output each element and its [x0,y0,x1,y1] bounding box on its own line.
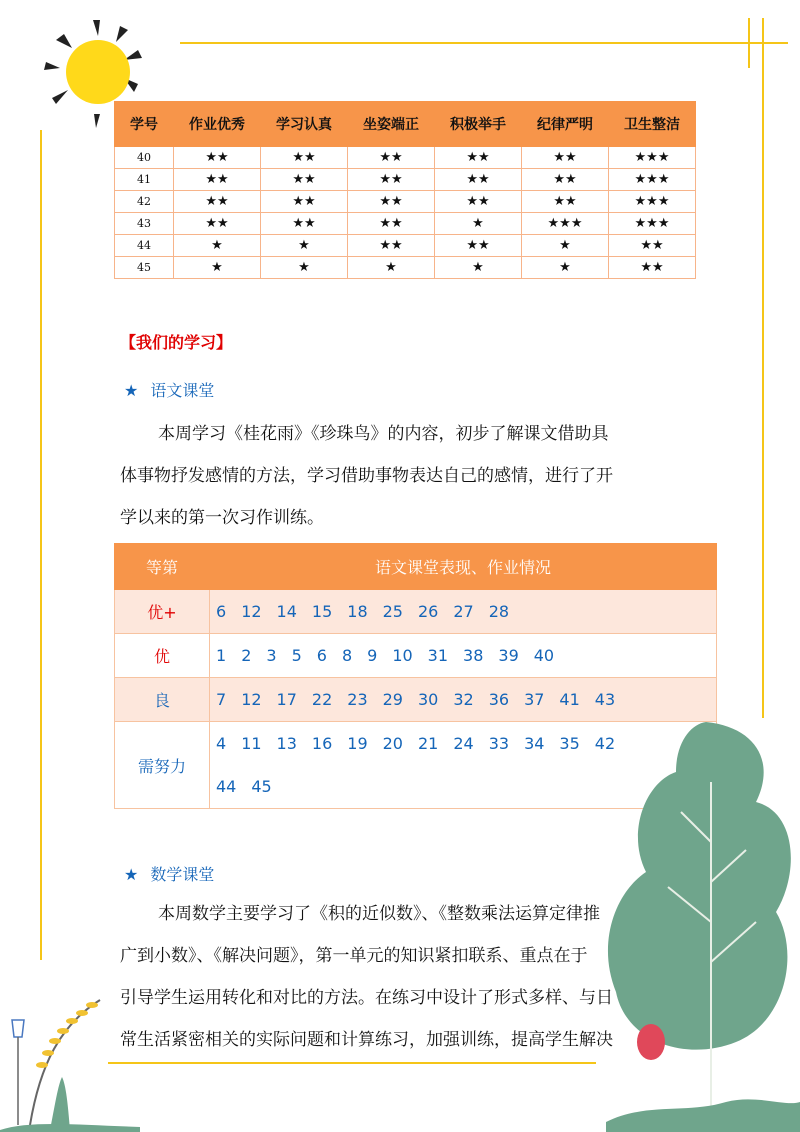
student-id: 44 [115,235,174,257]
decorative-underline [108,1062,596,1064]
student-number: 8 [341,646,353,665]
chinese-heading-row [124,378,214,401]
student-number: 13 [276,734,297,753]
student-number: 7 [216,690,227,709]
table-row [115,678,717,722]
star-col-header: 学号 [115,102,174,147]
star-rating: ★★★ [609,147,696,169]
paragraph-line: 常生活紧密相关的实际问题和计算练习，加强训练，提高学生解决 [120,1030,613,1050]
student-id: 40 [115,147,174,169]
star-rating: ★★ [348,147,435,169]
table-row [115,634,717,678]
star-rating: ★ [174,235,261,257]
student-number: 1 [216,646,227,665]
star-rating: ★★ [522,169,609,191]
student-number-list [210,634,717,678]
grade-level: 需努力 [115,722,210,809]
grade-level: 优 [115,634,210,678]
student-number: 39 [498,646,519,665]
student-number: 5 [291,646,302,665]
star-rating: ★★ [261,213,348,235]
star-col-header: 学习认真 [261,102,348,147]
student-number: 42 [594,734,616,753]
star-rating: ★ [261,257,348,279]
star-rating: ★ [522,257,609,279]
student-number: 12 [241,602,262,621]
student-number: 3 [266,646,277,665]
star-rating: ★ [522,235,609,257]
student-number: 21 [417,734,439,753]
student-number: 35 [559,734,580,753]
star-rating: ★★ [609,235,696,257]
star-icon: ★ [124,865,139,884]
student-number: 11 [241,734,262,753]
star-rating: ★★ [435,235,522,257]
student-number: 6 [316,646,327,665]
student-number: 9 [367,646,378,665]
student-number: 22 [311,690,333,709]
star-icon: ★ [124,381,139,400]
star-rating: ★★ [435,169,522,191]
grade-col-header: 等第 [115,544,210,590]
student-number: 30 [417,690,439,709]
star-col-header: 作业优秀 [174,102,261,147]
student-number: 20 [382,734,403,753]
student-number: 17 [276,690,297,709]
table-row [115,257,696,279]
star-col-header: 积极举手 [435,102,522,147]
paragraph-line: 广到小数》、《解决问题》，第一单元的知识紧扣联系、重点在于 [120,946,588,966]
star-rating: ★★ [522,191,609,213]
star-col-header: 坐姿端正 [348,102,435,147]
student-number: 27 [453,602,474,621]
star-rating: ★★ [174,191,261,213]
student-number: 33 [488,734,510,753]
student-number: 44 [216,777,237,796]
star-rating: ★★ [174,147,261,169]
star-rating: ★★★ [609,191,696,213]
student-number: 4 [216,734,227,753]
frame-right-line-2 [748,18,750,68]
table-row [115,590,717,634]
paragraph-line: 体事物抒发感情的方法，学习借助事物表达自己的感情，进行了开 [120,466,613,486]
student-number: 38 [463,646,484,665]
star-rating: ★★ [435,147,522,169]
grade-level: 优+ [115,590,210,634]
grade-table-header-row [115,544,717,590]
student-number-list [210,590,717,634]
student-number: 29 [382,690,403,709]
student-number: 16 [311,734,333,753]
student-number: 18 [347,602,368,621]
star-rating: ★★ [609,257,696,279]
star-rating: ★ [261,235,348,257]
star-rating: ★★★ [609,169,696,191]
star-rating: ★ [348,257,435,279]
student-number: 24 [453,734,474,753]
star-rating: ★★ [261,147,348,169]
star-col-header: 卫生整洁 [609,102,696,147]
student-number-list [210,678,717,722]
student-number: 31 [427,646,449,665]
table-row [115,169,696,191]
star-rating: ★ [435,213,522,235]
student-number: 37 [524,690,545,709]
student-number: 14 [276,602,297,621]
star-rating: ★★ [435,191,522,213]
star-rating: ★★ [348,235,435,257]
student-number: 19 [347,734,368,753]
paragraph-line: 本周学习《桂花雨》《珍珠鸟》的内容，初步了解课文借助具 [158,424,609,444]
student-id: 41 [115,169,174,191]
table-row [115,213,696,235]
section-title: 【我们的学习】 [120,333,233,352]
star-rating: ★★ [261,169,348,191]
student-number: 40 [533,646,555,665]
chinese-paragraph [120,413,680,539]
student-number: 12 [241,690,262,709]
frame-right-line [762,18,764,718]
student-number: 43 [594,690,616,709]
paragraph-line: 学以来的第一次习作训练。 [120,508,324,528]
star-rating: ★★★ [609,213,696,235]
chinese-heading: 语文课堂 [150,381,215,400]
student-number: 36 [488,690,510,709]
paragraph-line: 本周数学主要学习了《积的近似数》、《整数乘法运算定律推 [158,904,600,924]
student-number: 34 [524,734,545,753]
frame-top-line [180,42,788,44]
frame-left-line [40,130,42,960]
star-rating: ★★ [174,169,261,191]
student-number: 26 [417,602,439,621]
star-rating: ★★ [348,213,435,235]
star-rating: ★★ [261,191,348,213]
table-row [115,235,696,257]
star-rating: ★ [174,257,261,279]
star-col-header: 纪律严明 [522,102,609,147]
math-heading: 数学课堂 [150,865,215,884]
student-id: 42 [115,191,174,213]
star-rating: ★★ [348,169,435,191]
table-row [115,191,696,213]
student-number: 32 [453,690,474,709]
student-number: 2 [241,646,252,665]
student-number: 28 [488,602,510,621]
student-number: 25 [382,602,403,621]
table-row [115,147,696,169]
student-id: 43 [115,213,174,235]
grade-col-header: 语文课堂表现、作业情况 [210,544,717,590]
student-number: 23 [347,690,368,709]
star-rating: ★ [435,257,522,279]
star-table [114,101,696,279]
math-paragraph [120,893,680,1061]
paragraph-line: 引导学生运用转化和对比的方法。在练习中设计了形式多样、与日 [120,988,613,1008]
math-heading-row [124,862,214,885]
student-number: 45 [251,777,272,796]
student-number: 41 [559,690,580,709]
star-rating: ★★★ [522,213,609,235]
student-number: 6 [216,602,227,621]
student-number: 15 [311,602,333,621]
star-rating: ★★ [348,191,435,213]
star-table-header-row [115,102,696,147]
star-rating: ★★ [174,213,261,235]
student-number: 10 [392,646,413,665]
grade-level: 良 [115,678,210,722]
star-rating: ★★ [522,147,609,169]
plant-icon [0,985,140,1132]
student-id: 45 [115,257,174,279]
